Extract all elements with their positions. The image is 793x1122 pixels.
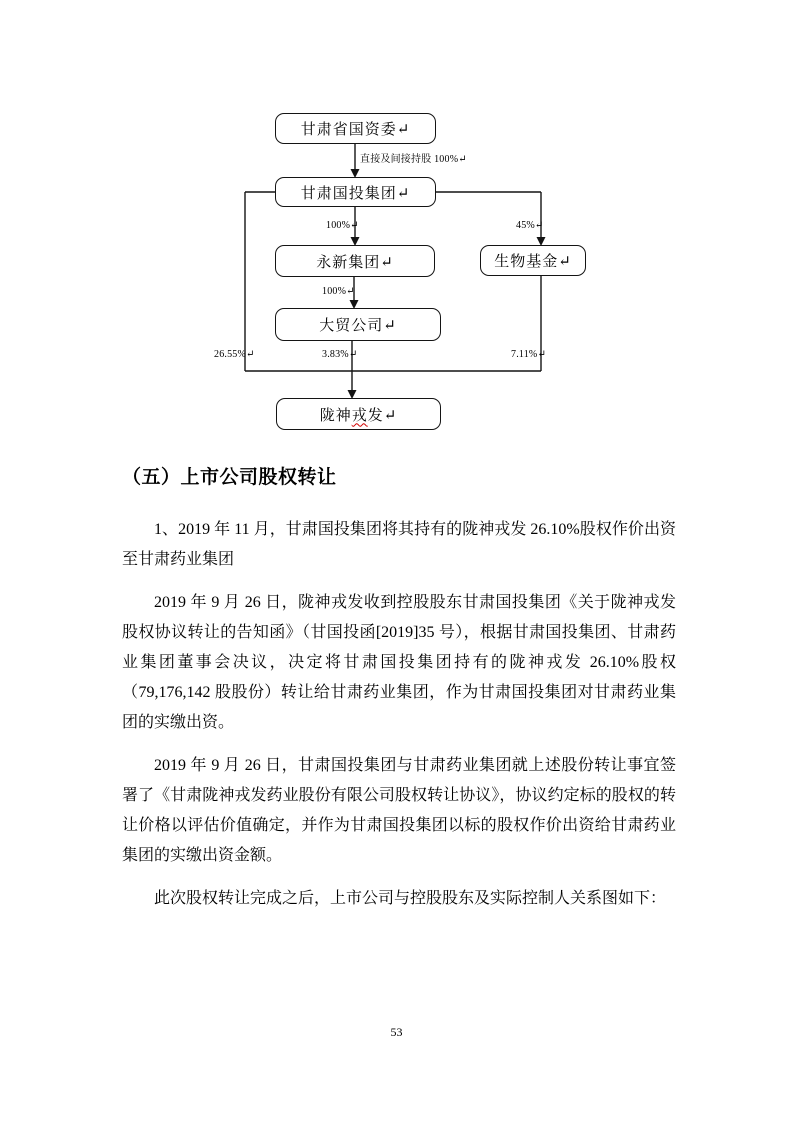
paragraph-share-transfer-intro: 1、2019 年 11 月，甘肃国投集团将其持有的陇神戎发 26.10%股权作价出资至甘肃药业集团	[122, 521, 676, 568]
document-body	[122, 464, 676, 927]
equity-structure-diagram	[0, 0, 793, 445]
page-number: 53	[390, 1025, 403, 1039]
spellcheck-wavy-underline: 戎	[351, 407, 368, 424]
paragraph-transfer-agreement: 2019 年 9 月 26 日，甘肃国投集团与甘肃药业集团就上述股份转让事宜签署了《甘肃陇神戎发药业股份有限公司股权转让协议》，协议约定标的股权的转让价格以评估价值确定，并作为甘肃国投集团以标的股权作价出资给甘肃药业集团的实缴出资金额。	[122, 757, 676, 864]
edge-label-yongxin-damao-100: 100%↵	[322, 286, 355, 297]
org-node-longshen-text-pre: 陇神	[319, 407, 352, 424]
org-node-longshen-text-post: 发↵	[367, 407, 398, 424]
org-node-damao-company: 大贸公司↵	[275, 308, 441, 341]
org-node-bio-fund: 生物基金↵	[480, 245, 586, 276]
org-node-gansu-sasac: 甘肃省国资委↵	[275, 113, 436, 144]
connector-lines	[0, 0, 793, 445]
edge-label-direct-indirect-100: 直接及间接持股 100%↵	[360, 154, 467, 165]
edge-label-gtig-yongxin-100: 100%↵	[326, 220, 359, 231]
edge-label-gtig-biofund-45: 45%↵	[516, 220, 544, 231]
edge-label-damao-longshen-383: 3.83%↵	[322, 349, 358, 360]
org-node-longshen-rongfa	[276, 398, 441, 430]
edge-label-biofund-longshen-711: 7.11%↵	[511, 349, 547, 360]
org-node-yongxin-group: 永新集团↵	[275, 245, 435, 277]
paragraph-relationship-chart-lead-in: 此次股权转让完成之后，上市公司与控股股东及实际控制人关系图如下：	[154, 890, 667, 907]
section-heading: （五）上市公司股权转让	[122, 467, 337, 488]
paragraph-notice-letter: 2019 年 9 月 26 日，陇神戎发收到控股股东甘肃国投集团《关于陇神戎发股权协议转让的告知函》（甘国投函[2019]35 号），根据甘肃国投集团、甘肃药业集团董事会决议，决定将甘肃国投集团持有的陇神戎发 26.10%股权（79,176,142 股股份）转让给甘肃药业集团，作为甘肃国投集团对甘肃药业集团的实缴出资。	[122, 594, 676, 731]
edge-label-gtig-longshen-2655: 26.55%↵	[214, 349, 255, 360]
org-node-gansu-gtig: 甘肃国投集团↵	[275, 177, 436, 207]
